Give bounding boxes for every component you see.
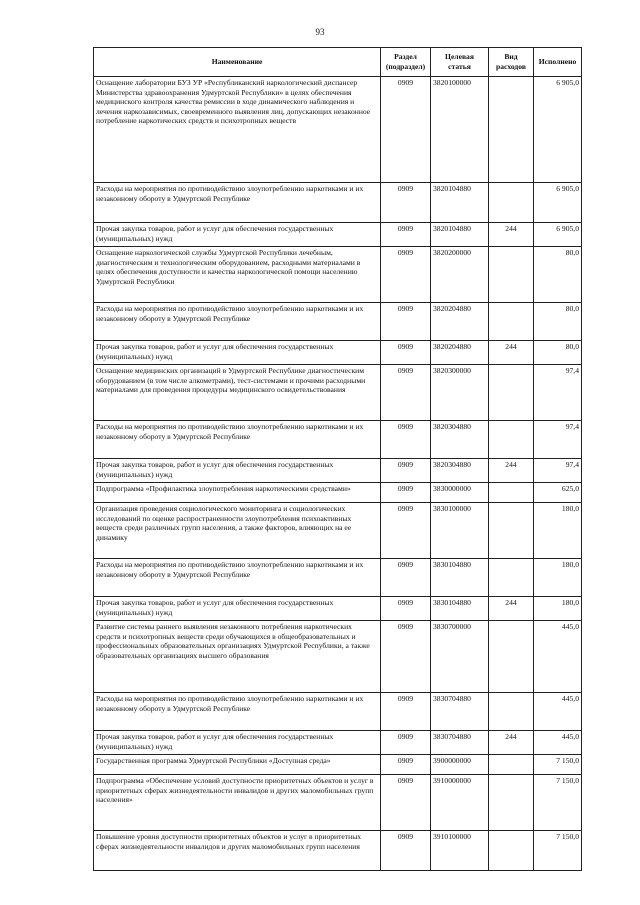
cell-executed: 7 150,0 [534,775,582,831]
cell-executed: 6 905,0 [534,223,582,247]
cell-name: Оснащение лаборатории БУЗ УР «Республиканский наркологический диспансер Министерства здравоохранения Удмуртской Республики» в целях обеспечения медицинского контроля качества ремиссии в ходе динамического наблюдения и лечения наркозависимых, своевременного выявления лиц, допускающих незаконное потребление наркотических средств и психотропных веществ [94,77,381,183]
cell-executed: 7 150,0 [534,755,582,775]
cell-section: 0909 [381,247,431,303]
cell-type [489,693,534,731]
cell-executed: 80,0 [534,303,582,341]
cell-type [489,365,534,421]
table-row [94,341,582,365]
table-row [94,247,582,303]
cell-name: Прочая закупка товаров, работ и услуг для обеспечения государственных (муниципальных) нужд [94,341,381,365]
cell-article: 3820200000 [431,247,489,303]
table-row [94,559,582,597]
cell-name: Повышение уровня доступности приоритетных объектов и услуг в приоритетных сферах жизнедеятельности инвалидов и других маломобильных групп населения [94,831,381,871]
cell-article: 3900000000 [431,755,489,775]
cell-executed: 445,0 [534,621,582,693]
cell-name: Расходы на мероприятия по противодействию злоупотреблению наркотиками и их незаконному обороту в Удмуртской Республике [94,183,381,223]
table-body [94,77,582,871]
header-name: Наименование [94,48,381,77]
cell-section: 0909 [381,597,431,621]
cell-article: 3820100000 [431,77,489,183]
table-header [94,48,582,77]
cell-section: 0909 [381,421,431,459]
cell-section: 0909 [381,621,431,693]
cell-executed: 180,0 [534,503,582,559]
cell-section: 0909 [381,693,431,731]
cell-executed: 97,4 [534,365,582,421]
cell-name: Оснащение наркологической службы Удмуртской Республики лечебным, диагностическим и технологическим оборудованием, расходными материалами в целях обеспечения доступности и качества наркологической помощи населению Удмуртской Республики [94,247,381,303]
cell-type: 244 [489,597,534,621]
cell-name: Подпрограмма «Профилактика злоупотребления наркотическими средствами» [94,483,381,503]
table-row [94,459,582,483]
cell-section: 0909 [381,731,431,755]
cell-executed: 80,0 [534,341,582,365]
cell-article: 3830704880 [431,693,489,731]
cell-name: Расходы на мероприятия по противодействию злоупотреблению наркотиками и их незаконному обороту в Удмуртской Республике [94,421,381,459]
cell-type [489,831,534,871]
cell-executed: 7 150,0 [534,831,582,871]
cell-section: 0909 [381,831,431,871]
cell-type [489,559,534,597]
cell-article: 3820104880 [431,223,489,247]
cell-section: 0909 [381,183,431,223]
header-type: Вид расходов [489,48,534,77]
cell-name: Оснащение медицинских организаций в Удмуртской Республике диагностическим оборудованием (в том числе алкометрами), тест-системами и прочими расходными материалами для проведения процедуры медицинского освидетельствования [94,365,381,421]
cell-article: 3820304880 [431,421,489,459]
cell-name: Развитие системы раннего выявления незаконного потребления наркотических средств и психотропных веществ среди обучающихся в общеобразовательных и профессиональных образовательных организациях Удмуртской Республики, а также образовательных организациях высшего образования [94,621,381,693]
cell-article: 3830704880 [431,731,489,755]
cell-section: 0909 [381,223,431,247]
table-row [94,421,582,459]
table-row [94,77,582,183]
cell-article: 3820300000 [431,365,489,421]
page-number: 93 [315,27,325,37]
cell-name: Прочая закупка товаров, работ и услуг для обеспечения государственных (муниципальных) нужд [94,223,381,247]
table-row [94,755,582,775]
cell-article: 3910000000 [431,775,489,831]
cell-executed: 445,0 [534,693,582,731]
cell-type [489,303,534,341]
cell-type [489,183,534,223]
cell-executed: 180,0 [534,597,582,621]
cell-article: 3820304880 [431,459,489,483]
cell-section: 0909 [381,559,431,597]
cell-name: Государственная программа Удмуртской Республики «Доступная среда» [94,755,381,775]
cell-executed: 180,0 [534,559,582,597]
cell-name: Прочая закупка товаров, работ и услуг для обеспечения государственных (муниципальных) нужд [94,459,381,483]
cell-article: 3820204880 [431,303,489,341]
table-row [94,693,582,731]
header-article: Целевая статья [431,48,489,77]
cell-article: 3830104880 [431,597,489,621]
cell-type [489,421,534,459]
table-row [94,731,582,755]
cell-executed: 97,4 [534,421,582,459]
cell-section: 0909 [381,483,431,503]
cell-section: 0909 [381,775,431,831]
cell-section: 0909 [381,755,431,775]
cell-article: 3820204880 [431,341,489,365]
header-section: Раздел (подраздел) [381,48,431,77]
cell-section: 0909 [381,341,431,365]
table-row [94,831,582,871]
cell-article: 3830700000 [431,621,489,693]
cell-type [489,775,534,831]
cell-article: 3820104880 [431,183,489,223]
budget-table [93,47,582,871]
cell-section: 0909 [381,503,431,559]
header-executed: Исполнено [534,48,582,77]
cell-executed: 97,4 [534,459,582,483]
cell-type: 244 [489,341,534,365]
cell-type [489,503,534,559]
cell-type [489,483,534,503]
cell-executed: 6 905,0 [534,77,582,183]
cell-name: Прочая закупка товаров, работ и услуг для обеспечения государственных (муниципальных) нужд [94,597,381,621]
table-row [94,597,582,621]
cell-article: 3830104880 [431,559,489,597]
cell-name: Организация проведения социологического мониторинга и социологических исследований по оценке распространенности злоупотребления психоактивных веществ среди различных групп населения, а также факторов, влияющих на ее динамику [94,503,381,559]
table-row [94,183,582,223]
cell-type [489,247,534,303]
cell-section: 0909 [381,303,431,341]
cell-executed: 625,0 [534,483,582,503]
cell-name: Прочая закупка товаров, работ и услуг для обеспечения государственных (муниципальных) нужд [94,731,381,755]
table-row [94,503,582,559]
cell-type [489,77,534,183]
cell-type: 244 [489,223,534,247]
cell-name: Подпрограмма «Обеспечение условий доступности приоритетных объектов и услуг в приоритетных сферах жизнедеятельности инвалидов и других маломобильных групп населения» [94,775,381,831]
table-row [94,483,582,503]
cell-name: Расходы на мероприятия по противодействию злоупотреблению наркотиками и их незаконному обороту в Удмуртской Республике [94,693,381,731]
cell-executed: 6 905,0 [534,183,582,223]
cell-name: Расходы на мероприятия по противодействию злоупотреблению наркотиками и их незаконному обороту в Удмуртской Республике [94,303,381,341]
cell-article: 3910100000 [431,831,489,871]
cell-type [489,621,534,693]
table-row [94,775,582,831]
cell-section: 0909 [381,365,431,421]
table-row [94,365,582,421]
cell-type: 244 [489,731,534,755]
cell-article: 3830000000 [431,483,489,503]
cell-section: 0909 [381,459,431,483]
cell-section: 0909 [381,77,431,183]
table-row [94,303,582,341]
cell-type [489,755,534,775]
cell-article: 3830100000 [431,503,489,559]
table-row [94,621,582,693]
cell-type: 244 [489,459,534,483]
table-row [94,223,582,247]
cell-executed: 80,0 [534,247,582,303]
cell-executed: 445,0 [534,731,582,755]
cell-name: Расходы на мероприятия по противодействию злоупотреблению наркотиками и их незаконному обороту в Удмуртской Республике [94,559,381,597]
